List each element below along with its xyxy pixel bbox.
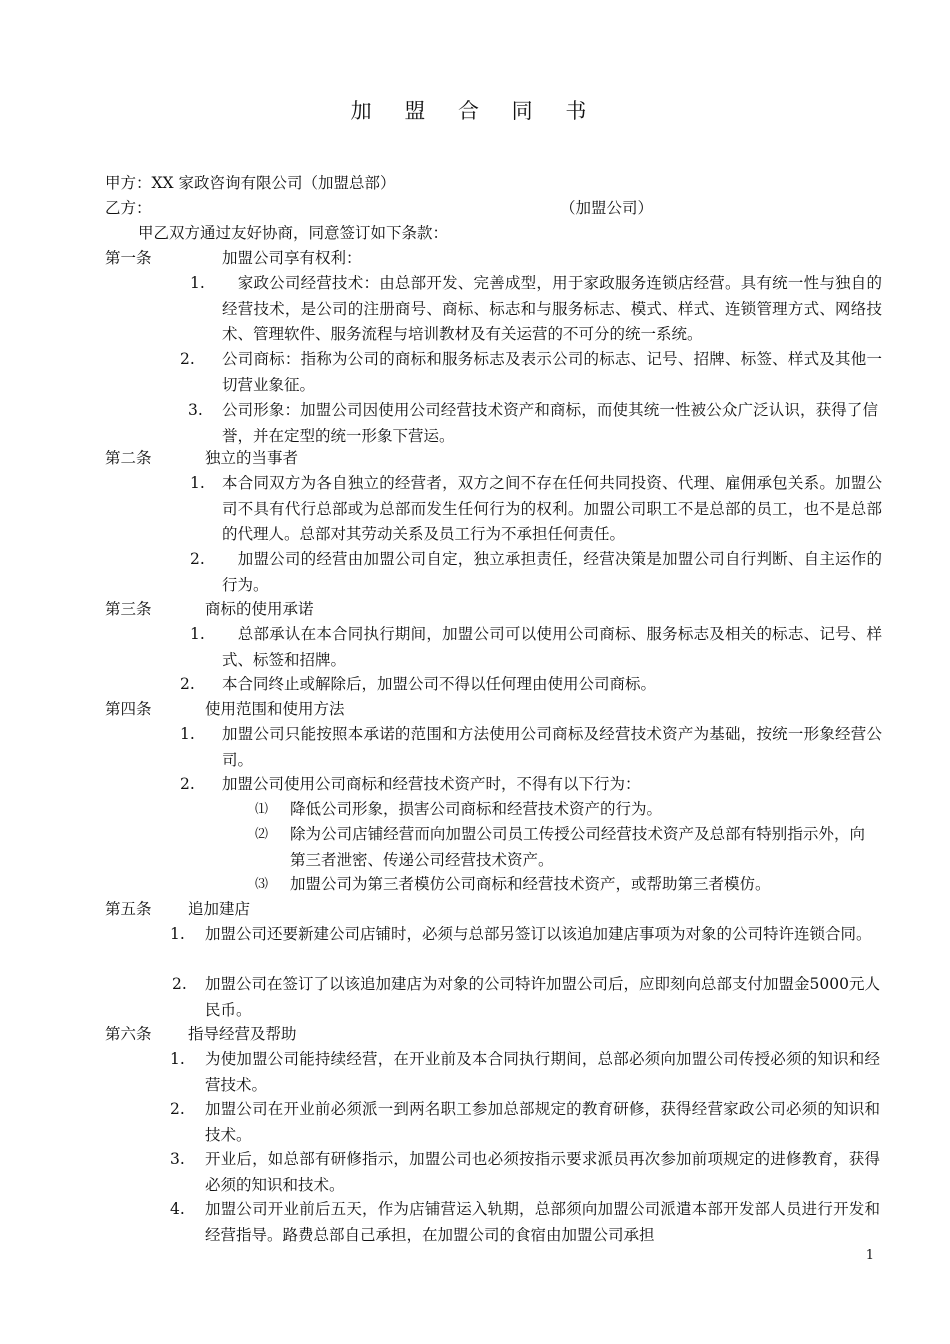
- subitem-number: ⑶: [255, 877, 269, 892]
- item-text: 公司形象：加盟公司因使用公司经营技术资产和商标，而使其统一性被公众广泛认识，获得了信誉，并在定型的统一形象下营运。: [222, 401, 878, 445]
- article-label: 第二条: [105, 449, 152, 467]
- item-text: 本合同双方为各自独立的经营者，双方之间不存在任何共同投资、代理、雇佣承包关系。加盟公司不具有代行总部或为总部而发生任何行为的权利。加盟公司职工不是总部的员工，也不是总部的代理人。总部对其劳动关系及员工行为不承担任何责任。: [222, 474, 882, 543]
- article-heading: 指导经营及帮助: [188, 1025, 297, 1043]
- subitem-text: 降低公司形象，损害公司商标和经营技术资产的行为。: [290, 800, 663, 818]
- item-number: 1.: [190, 625, 205, 643]
- article-label: 第一条: [105, 249, 152, 267]
- subitem-text: 除为公司店铺经营而向加盟公司员工传授公司经营技术资产及总部有特别指示外，向第三者泄密、传递公司经营技术资产。: [290, 825, 865, 869]
- article-label: 第三条: [105, 600, 152, 618]
- item-text: 加盟公司只能按照本承诺的范围和方法使用公司商标及经营技术资产为基础，按统一形象经营公司。: [222, 725, 882, 769]
- subitem-number: ⑴: [255, 802, 269, 817]
- item-text: 总部承认在本合同执行期间，加盟公司可以使用公司商标、服务标志及相关的标志、记号、样式、标签和招牌。: [222, 625, 882, 669]
- article-label: 第五条: [105, 900, 152, 918]
- item-number: 1.: [190, 474, 205, 492]
- article-heading: 独立的当事者: [205, 449, 299, 467]
- item-text: 公司商标：指称为公司的商标和服务标志及表示公司的标志、记号、招牌、标签、样式及其他一切营业象征。: [222, 350, 882, 394]
- document-title: 加 盟 合 同 书: [350, 99, 600, 123]
- item-text: 为使加盟公司能持续经营，在开业前及本合同执行期间，总部必须向加盟公司传授必须的知识和经营技术。: [205, 1050, 880, 1094]
- article-label: 第四条: [105, 700, 152, 718]
- article-label: 第六条: [105, 1025, 152, 1043]
- item-number: 2.: [180, 775, 195, 793]
- page-number: 1: [865, 1248, 874, 1263]
- item-text: 加盟公司还要新建公司店铺时，必须与总部另签订以该追加建店事项为对象的公司特许连锁合同。: [205, 925, 872, 943]
- item-text: 加盟公司的经营由加盟公司自定，独立承担责任，经营决策是加盟公司自行判断、自主运作的行为。: [222, 550, 882, 594]
- item-number: 2.: [172, 975, 187, 993]
- item-text: 加盟公司开业前后五天，作为店铺营运入轨期，总部须向加盟公司派遣本部开发部人员进行开发和经营指导。路费总部自己承担，在加盟公司的食宿由加盟公司承担: [205, 1200, 880, 1244]
- item-number: 1.: [180, 725, 195, 743]
- party-b-label: 乙方：: [105, 199, 152, 217]
- intro-text: 甲乙双方通过友好协商，同意签订如下条款：: [138, 224, 449, 242]
- article-heading: 追加建店: [188, 900, 251, 918]
- subitem-number: ⑵: [255, 827, 269, 842]
- party-a: 甲方：XX 家政咨询有限公司（加盟总部）: [105, 174, 396, 192]
- subitem-text: 加盟公司为第三者模仿公司商标和经营技术资产，或帮助第三者模仿。: [290, 875, 771, 893]
- article-heading: 商标的使用承诺: [205, 600, 314, 618]
- item-number: 1.: [190, 274, 205, 292]
- item-text: 加盟公司在签订了以该追加建店为对象的公司特许加盟公司后，应即刻向总部支付加盟金5000元人民币。: [205, 975, 880, 1019]
- article-heading: 使用范围和使用方法: [205, 700, 345, 718]
- item-text: 开业后，如总部有研修指示，加盟公司也必须按指示要求派员再次参加前项规定的进修教育，获得必须的知识和技术。: [205, 1150, 880, 1194]
- article-heading: 加盟公司享有权利：: [222, 249, 362, 267]
- item-number: 1.: [170, 1050, 185, 1068]
- item-text: 加盟公司使用公司商标和经营技术资产时，不得有以下行为：: [222, 775, 641, 793]
- item-number: 3.: [170, 1150, 185, 1168]
- item-number: 1.: [170, 925, 185, 943]
- item-text: 加盟公司在开业前必须派一到两名职工参加总部规定的教育研修，获得经营家政公司必须的知识和技术。: [205, 1100, 880, 1144]
- party-b-suffix: （加盟公司）: [560, 199, 654, 217]
- item-number: 2.: [190, 550, 205, 568]
- item-number: 2.: [170, 1100, 185, 1118]
- item-text: 家政公司经营技术：由总部开发、完善成型，用于家政服务连锁店经营。具有统一性与独自的经营技术，是公司的注册商号、商标、标志和与服务标志、模式、样式、连锁管理方式、网络技术、管理软件、服务流程与培训教材及有关运营的不可分的统一系统。: [222, 274, 882, 343]
- item-number: 3.: [188, 401, 203, 419]
- item-number: 2.: [180, 675, 195, 693]
- item-text: 本合同终止或解除后，加盟公司不得以任何理由使用公司商标。: [222, 675, 657, 693]
- item-number: 2.: [180, 350, 195, 368]
- item-number: 4.: [170, 1200, 185, 1218]
